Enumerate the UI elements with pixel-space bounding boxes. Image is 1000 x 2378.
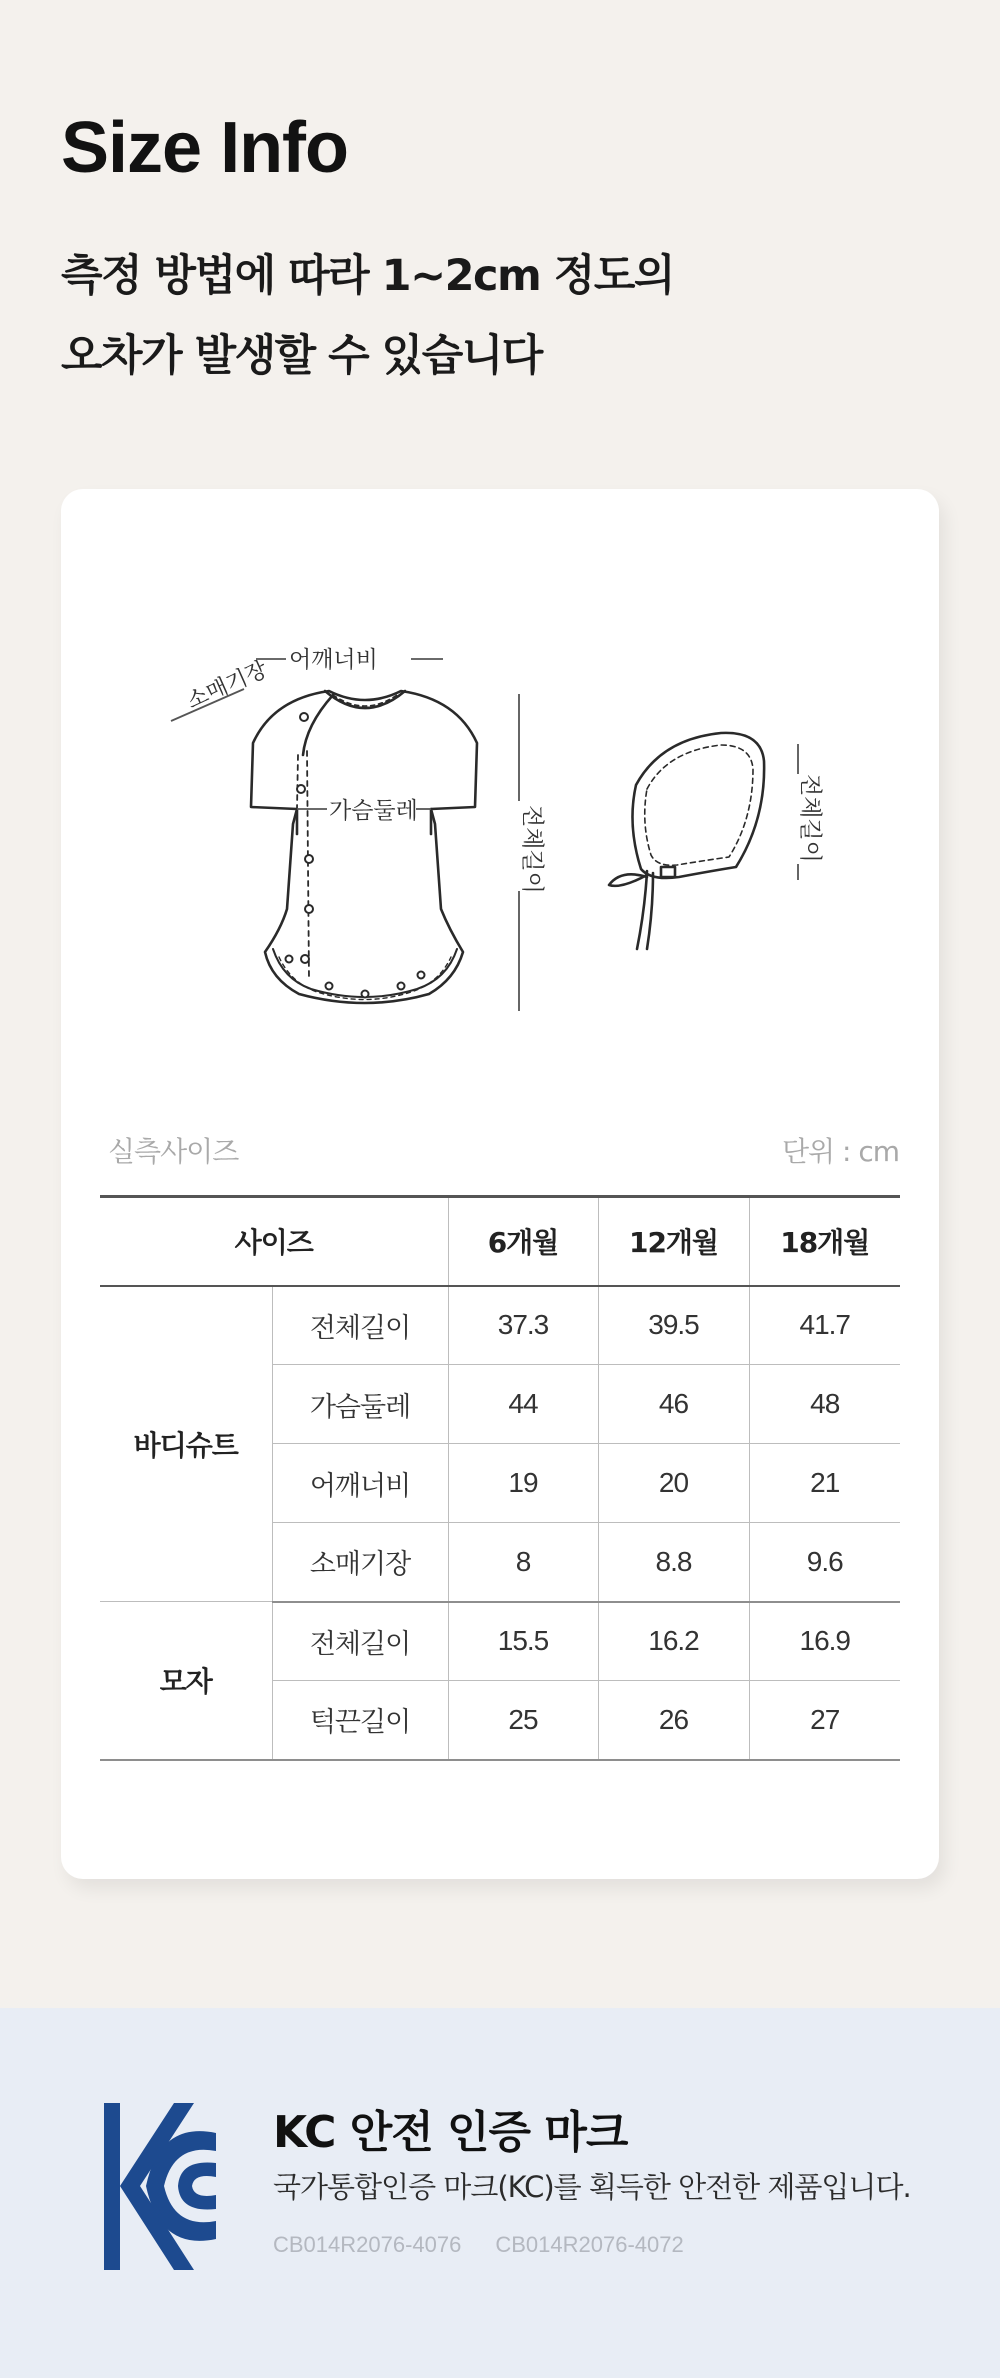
shoulder-width-label: 어깨너비 — [289, 647, 378, 673]
cell-value: 15.5 — [448, 1602, 598, 1681]
cell-value: 8.8 — [598, 1523, 749, 1602]
cell-value: 20 — [598, 1444, 749, 1523]
bodysuit-total-length-label: 전체길이 — [519, 805, 545, 894]
sleeve-length-label: 소매기장 — [183, 657, 272, 715]
col-header: 12개월 — [598, 1197, 749, 1286]
cell-value: 16.2 — [598, 1602, 749, 1681]
size-table — [100, 1195, 900, 1761]
cell-value: 19 — [448, 1444, 598, 1523]
row-label: 전체길이 — [272, 1602, 448, 1681]
table-row — [100, 1286, 900, 1365]
row-label: 어깨너비 — [272, 1444, 448, 1523]
subtitle-line-1: 측정 방법에 따라 1~2cm 정도의 — [61, 251, 674, 301]
row-label: 가슴둘레 — [272, 1365, 448, 1444]
row-label: 턱끈길이 — [272, 1681, 448, 1760]
cell-value: 44 — [448, 1365, 598, 1444]
cell-value: 27 — [749, 1681, 900, 1760]
subtitle-line-2: 오차가 발생할 수 있습니다 — [61, 331, 542, 381]
cell-value: 46 — [598, 1365, 749, 1444]
table-row — [100, 1602, 900, 1681]
group-label-hat: 모자 — [100, 1602, 272, 1760]
col-header: 6개월 — [448, 1197, 598, 1286]
cell-value: 41.7 — [749, 1286, 900, 1365]
cell-value: 37.3 — [448, 1286, 598, 1365]
page-title: Size Info — [61, 108, 349, 188]
bodysuit-drawing — [251, 691, 477, 1003]
measure-lines — [171, 659, 798, 1011]
hat-drawing — [609, 733, 764, 949]
kc-certification-section — [0, 2008, 1000, 2378]
table-header-row — [100, 1197, 900, 1286]
unit-label: 단위 : cm — [781, 1135, 899, 1168]
col-header: 18개월 — [749, 1197, 900, 1286]
cell-value: 8 — [448, 1523, 598, 1602]
cell-value: 48 — [749, 1365, 900, 1444]
hat-total-length-label: 전체길이 — [797, 774, 823, 863]
cell-value: 9.6 — [749, 1523, 900, 1602]
kc-description: 국가통합인증 마크(KC)를 획득한 안전한 제품입니다. — [273, 2170, 911, 2204]
kc-code: CB014R2076-4072 — [495, 2232, 684, 2257]
chest-label: 가슴둘레 — [329, 798, 418, 824]
cell-value: 26 — [598, 1681, 749, 1760]
cell-value: 39.5 — [598, 1286, 749, 1365]
garment-diagram — [61, 489, 939, 1109]
table-caption: 실측사이즈 — [108, 1135, 239, 1168]
cell-value: 21 — [749, 1444, 900, 1523]
row-label: 소매기장 — [272, 1523, 448, 1602]
kc-code: CB014R2076-4076 — [273, 2232, 462, 2257]
cell-value: 16.9 — [749, 1602, 900, 1681]
cell-value: 25 — [448, 1681, 598, 1760]
kc-mark-icon — [104, 2103, 216, 2270]
row-label: 전체길이 — [272, 1286, 448, 1365]
kc-codes — [273, 2232, 684, 2258]
group-label-bodysuit: 바디슈트 — [100, 1286, 272, 1602]
size-header: 사이즈 — [100, 1197, 448, 1286]
kc-title: KC 안전 인증 마크 — [273, 2107, 628, 2158]
